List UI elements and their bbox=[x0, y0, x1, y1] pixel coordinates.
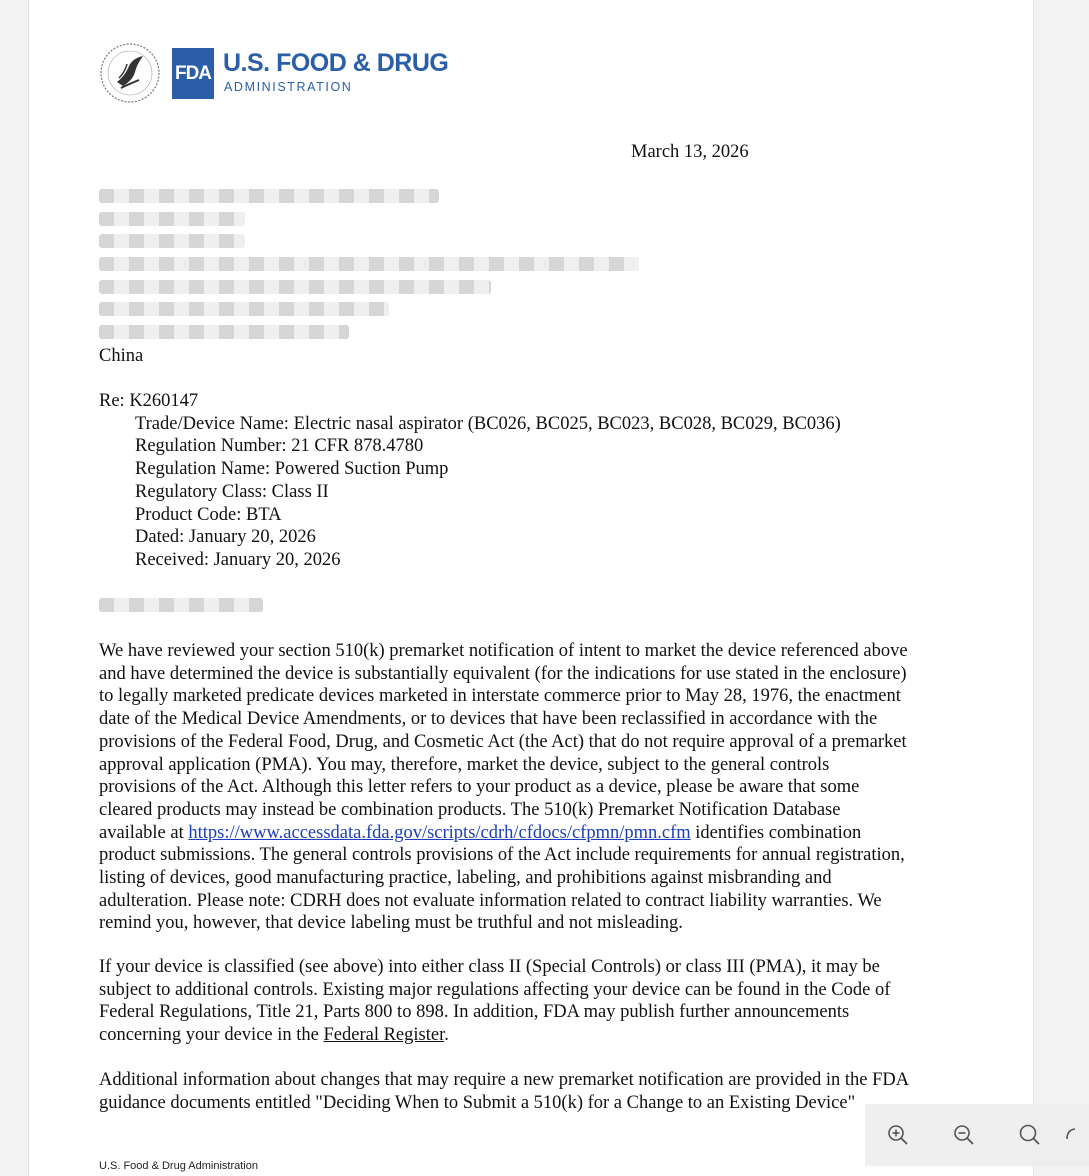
paragraph-line: Additional information about changes that may require a new premarket notification are provided in the FDA bbox=[99, 1070, 910, 1090]
text-fragment: concerning your device in the bbox=[99, 1025, 324, 1046]
paragraph-line: and have determined the device is substantially equivalent (for the indications for use stated in the enclosure) bbox=[99, 663, 907, 684]
paragraph-line: We have reviewed your section 510(k) premarket notification of intent to market the device referenced above bbox=[99, 641, 908, 661]
paragraph-line: provisions of the Federal Food, Drug, and Cosmetic Act (the Act) that do not require approval of a premarket bbox=[99, 731, 907, 752]
device-detail-line: Trade/Device Name: Electric nasal aspirator (BC026, BC025, BC023, BC028, BC029, BC036) bbox=[135, 413, 841, 434]
paragraph-line: Federal Regulations, Title 21, Parts 800 to 898. In addition, FDA may publish further announcements bbox=[99, 1002, 850, 1023]
link-suffix: identifies combination bbox=[690, 822, 862, 843]
device-details bbox=[99, 413, 841, 572]
paragraph-line: date of the Medical Device Amendments, or to devices that have been reclassified in accordance with the bbox=[99, 709, 878, 730]
paragraph-clearance bbox=[99, 640, 979, 935]
device-detail-line: Received: January 20, 2026 bbox=[135, 549, 341, 570]
link-prefix: available at bbox=[99, 822, 189, 843]
agency-subtitle: ADMINISTRATION bbox=[224, 80, 353, 94]
viewer-toolbar bbox=[865, 1104, 1089, 1166]
paragraph-additional-info bbox=[99, 1069, 979, 1114]
hhs-seal-icon bbox=[99, 42, 161, 104]
paragraph-line: subject to additional controls. Existing major regulations affecting your device can be found in the Code of bbox=[99, 979, 891, 1000]
rotate-icon bbox=[1063, 1123, 1077, 1147]
text-fragment: . bbox=[444, 1025, 449, 1046]
paragraph-controls bbox=[99, 956, 979, 1047]
paragraph-line: adulteration. Please note: CDRH does not evaluate information related to contract liability warranties. We bbox=[99, 890, 882, 911]
zoom-in-button[interactable] bbox=[865, 1110, 931, 1160]
pmn-database-link[interactable]: https://www.accessdata.fda.gov/scripts/cdrh/cfdocs/cfpmn/pmn.cfm bbox=[188, 822, 691, 843]
paragraph-line: provisions of the Act. Although this letter refers to your product as a device, please be aware that some bbox=[99, 777, 860, 798]
fda-badge: FDA bbox=[172, 48, 214, 99]
search-button[interactable] bbox=[997, 1110, 1063, 1160]
letter-date: March 13, 2026 bbox=[631, 142, 749, 162]
device-detail-line: Dated: January 20, 2026 bbox=[135, 527, 316, 548]
zoom-out-icon bbox=[952, 1123, 976, 1147]
search-icon bbox=[1018, 1123, 1042, 1147]
paragraph-line: approval application (PMA). You may, therefore, market the device, subject to the general controls bbox=[99, 754, 830, 775]
device-detail-line: Product Code: BTA bbox=[135, 504, 282, 525]
redacted-address bbox=[99, 189, 639, 348]
address-country: China bbox=[99, 346, 144, 366]
document-page bbox=[28, 0, 1034, 1176]
rotate-button[interactable] bbox=[1063, 1110, 1083, 1160]
paragraph-line: guidance documents entitled "Deciding When to Submit a 510(k) for a Change to an Existing Device" bbox=[99, 1092, 856, 1113]
redacted-salutation bbox=[99, 598, 263, 621]
paragraph-line: cleared products may instead be combination products. The 510(k) Premarket Notification Database bbox=[99, 799, 841, 820]
reference-block bbox=[99, 390, 841, 572]
zoom-out-button[interactable] bbox=[931, 1110, 997, 1160]
page-footer: U.S. Food & Drug Administration bbox=[99, 1160, 258, 1172]
paragraph-line: remind you, however, that device labeling must be truthful and not misleading. bbox=[99, 913, 683, 934]
paragraph-line: product submissions. The general controls provisions of the Act include requirements for annual registration, bbox=[99, 845, 905, 866]
agency-name: U.S. FOOD & DRUG bbox=[223, 49, 449, 77]
paragraph-line: listing of devices, good manufacturing practice, labeling, and prohibitions against misbranding and bbox=[99, 868, 832, 889]
device-detail-line: Regulation Name: Powered Suction Pump bbox=[135, 459, 449, 480]
paragraph-line: If your device is classified (see above) into either class II (Special Controls) or class III (PMA), it may be bbox=[99, 957, 880, 977]
federal-register-text: Federal Register bbox=[323, 1025, 445, 1046]
reference-number: Re: K260147 bbox=[99, 391, 199, 411]
device-detail-line: Regulation Number: 21 CFR 878.4780 bbox=[135, 436, 424, 457]
zoom-in-icon bbox=[886, 1123, 910, 1147]
paragraph-line: to legally marketed predicate devices marketed in interstate commerce prior to May 28, 1976, the enactment bbox=[99, 686, 901, 707]
device-detail-line: Regulatory Class: Class II bbox=[135, 481, 329, 502]
